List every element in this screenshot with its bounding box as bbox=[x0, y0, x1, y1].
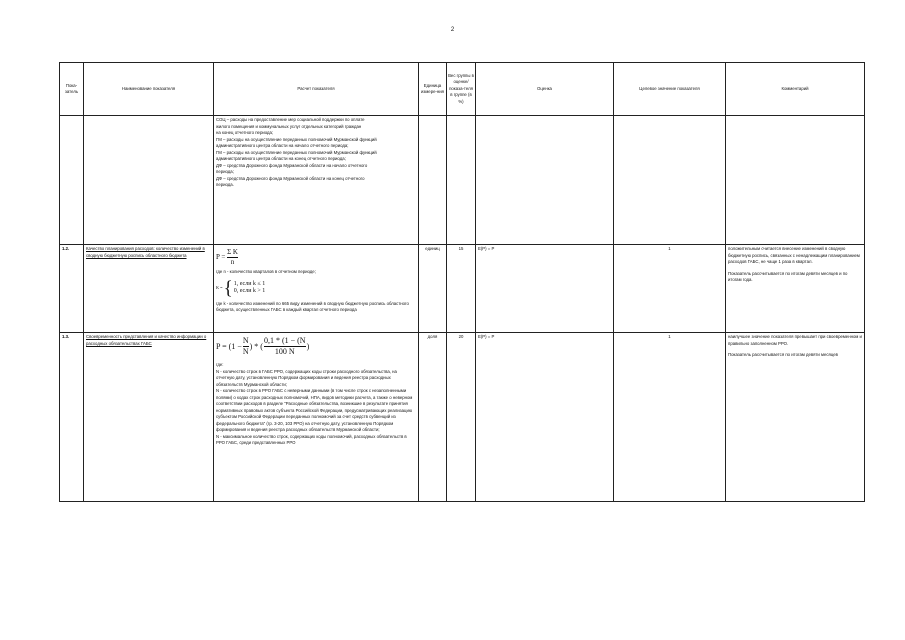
cell-name: Качество планирования расходов: количество изменений в сводную бюджетную роспись областного бюджета bbox=[84, 245, 214, 333]
text-line: ДФ – средства Дорожного фонда Мурманской области на конец отчетного bbox=[216, 175, 365, 181]
cell-calc bbox=[214, 116, 419, 245]
text-line: периода; bbox=[216, 169, 234, 174]
text-line: административного центра области на начало отчетного периода; bbox=[216, 143, 349, 148]
cell-calc bbox=[214, 333, 419, 502]
header-comment: Комментарий bbox=[726, 63, 865, 116]
header-name: Наименование показателя bbox=[84, 63, 214, 116]
header-calc: Расчет показателя bbox=[214, 63, 419, 116]
comment-paragraph: Показатель рассчитывается по итогам девяти месяцев и по итогам года. bbox=[728, 270, 848, 282]
where-k-text: где k - количество изменений по 665 виду изменений в сводную бюджетную роспись областного бюджета, осуществленных ГАБС в каждый квартал отчетного периода bbox=[216, 300, 409, 312]
cell-calc bbox=[214, 245, 419, 333]
cell-target: 1 bbox=[614, 245, 726, 333]
header-target: Целевое значение показателя bbox=[614, 63, 726, 116]
text-line: ГМ – расходы на осуществление переданных полномочий Мурманской функций bbox=[216, 136, 377, 142]
cell-weight: 15 bbox=[447, 245, 476, 333]
table-header-row bbox=[60, 63, 865, 116]
cell-num: 1.2. bbox=[60, 245, 84, 333]
cell-comment bbox=[726, 333, 865, 502]
cell-name bbox=[84, 116, 214, 245]
cell-eval bbox=[476, 116, 614, 245]
header-num: Пока-затель bbox=[60, 63, 84, 116]
cell-unit: доля bbox=[419, 333, 447, 502]
header-eval: Оценка bbox=[476, 63, 614, 116]
comment-paragraph: наилучшее значение показателя превышает при своевременном и правильно заполненном РРО. bbox=[728, 334, 862, 346]
text-line: жилого помещения и коммунальных услуг отдельных категорий граждан bbox=[216, 123, 362, 129]
where-text: N - количество строк в ГАБС РРО, содержащих коды строки расходного обязательства, на отчетную дату, установленную Порядком формирования и ведения реестра расходных обязательств Мурманской области; bbox=[216, 368, 397, 387]
cell-num: 1.3. bbox=[60, 333, 84, 502]
page-number: 2 bbox=[450, 27, 455, 33]
cell-target: 1 bbox=[614, 333, 726, 502]
header-unit: Единица измере-ния bbox=[419, 63, 447, 116]
cell-comment bbox=[726, 116, 865, 245]
table-row bbox=[60, 333, 865, 502]
table-row bbox=[60, 116, 865, 245]
formula-p: P = $\frac{\text{Σ K}}{n}$ bbox=[216, 248, 238, 266]
cell-eval: E(P) = P bbox=[476, 245, 614, 333]
text-line: на конец отчетного периода; bbox=[216, 130, 274, 135]
cell-name: Своевременность представления и качество информации о расходных обязательствах ГАБС bbox=[84, 333, 214, 502]
cell-unit bbox=[419, 116, 447, 245]
comment-paragraph: Показатель рассчитывается по итогам девяти месяцев bbox=[728, 352, 838, 357]
where-text: N - количество строк в РРО ГАБС с неверными данными (в том числе строк с незаполненными полями) о кодах строк расходных полномочий, НПА, видов методики расчета, а также о неверном соответствии расходов в разделе "Расходные обязательства, возникшие в результате принятия нормативных правовых актов субъекта Российской Федерации, предусматривающих реализацию субъектом Российской Федерации переданных полномочий за счет средств субвенций из федерального бюджета" (гр. 3-20, 103 РРО) на отчетную дату, установленную Порядком формирования и ведения реестра расходных обязательств Мурманской области; bbox=[216, 388, 413, 432]
table-row bbox=[60, 245, 865, 333]
where-n-text: где n - количество кварталов в отчетном периоде; bbox=[216, 269, 316, 274]
cell-target bbox=[614, 116, 726, 245]
cell-comment bbox=[726, 245, 865, 333]
formula-p: P = (1 − $\frac{N}{N}$ ) * ( 0,1 * (1 − (N 100 N ) bbox=[216, 336, 310, 356]
where-text: N - максимальное количество строк, содержащих коды полномочий, расходных обязательств в РРО ГАБС, среди представленных РРО bbox=[216, 433, 407, 445]
indicators-table bbox=[59, 62, 865, 502]
cell-eval: E(P) = P bbox=[476, 333, 614, 502]
header-weight: Вес группы в оценке/ показа-теля в группе (в %) bbox=[447, 63, 476, 116]
where-text: где: bbox=[216, 362, 224, 367]
text-line: периода. bbox=[216, 182, 234, 187]
text-line: ГМ – расходы на осуществление переданных полномочий Мурманской функций bbox=[216, 149, 377, 155]
text-line: ДФ – средства Дорожного фонда Мурманской области на начало отчетного bbox=[216, 162, 368, 168]
cell-num bbox=[60, 116, 84, 245]
cell-weight: 20 bbox=[447, 333, 476, 502]
text-line: административного центра области на конец отчетного периода; bbox=[216, 156, 346, 161]
cell-weight bbox=[447, 116, 476, 245]
cell-unit: единиц bbox=[419, 245, 447, 333]
text-line: СОЦ – расходы на предоставление мер социальной поддержки по оплате bbox=[216, 117, 365, 122]
formula-k: K = { 1, если k ≤ 1 0, если k > 1 bbox=[216, 277, 266, 299]
comment-paragraph: положительным считается внесение изменений в сводную бюджетную роспись, связанных с ненадлежащим планированием расходов ГАБС, не чаще 1 раза в квартал. bbox=[728, 246, 860, 264]
